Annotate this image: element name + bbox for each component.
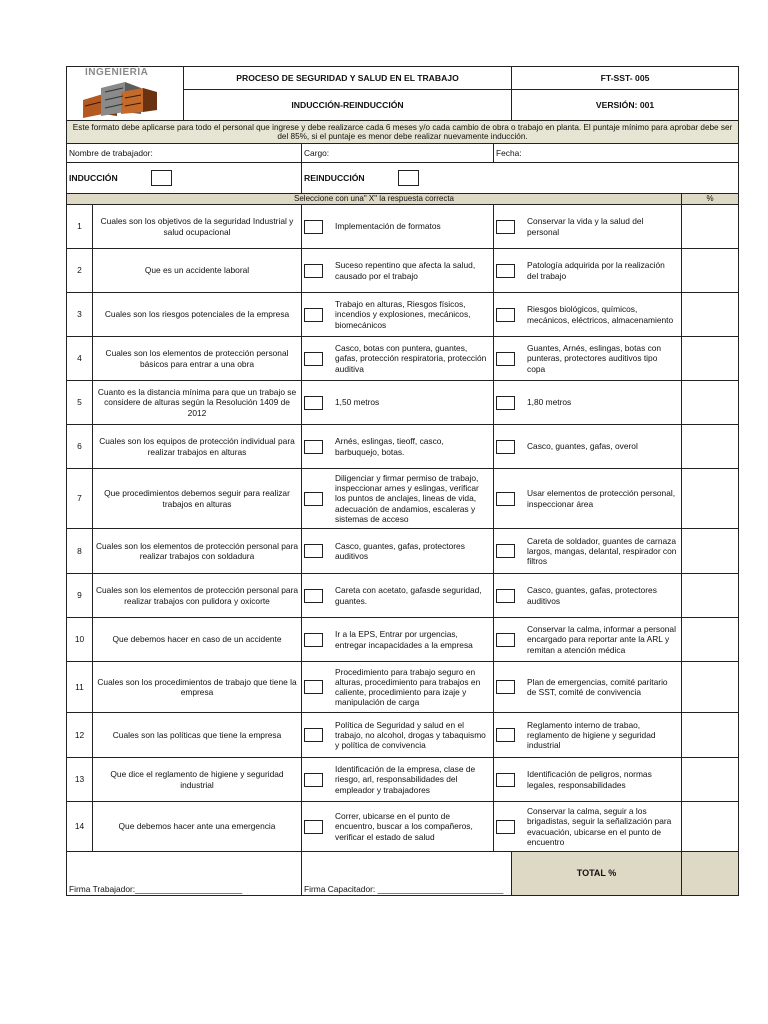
question-number: 8 <box>67 529 93 574</box>
question-text: Cuanto es la distancia mínima para que un trabajo se considere de alturas según la Resolución 1409 de 2012 <box>93 381 302 425</box>
option-b-cell[interactable] <box>494 713 682 758</box>
option-b-checkbox[interactable] <box>496 589 515 603</box>
total-label: TOTAL % <box>512 852 682 896</box>
option-b-text: Careta de soldador, guantes de carnaza largos, mangas, delantal, respirador con filtros <box>527 535 677 567</box>
question-number: 3 <box>67 293 93 337</box>
worker-name-field[interactable] <box>67 144 302 163</box>
question-row <box>67 425 739 469</box>
position-field[interactable] <box>302 144 494 163</box>
option-a-checkbox[interactable] <box>304 352 323 366</box>
question-text: Que procedimientos debemos seguir para realizar trabajos en alturas <box>93 469 302 529</box>
option-a-text: Diligenciar y firmar permiso de trabajo, inspeccionar arnes y eslingas, verificar los puntos de anclajes, lineas de vida, adecuación de andamios, escaleras y sistemas de acceso <box>335 472 479 524</box>
worker-name-label: Nombre de trabajador: <box>69 147 153 158</box>
option-b-cell[interactable] <box>494 618 682 662</box>
option-b-cell[interactable] <box>494 381 682 425</box>
option-b-checkbox[interactable] <box>496 308 515 322</box>
question-row <box>67 662 739 713</box>
score-cell[interactable] <box>682 574 739 618</box>
option-a-text: Casco, guantes, gafas, protectores auditivos <box>335 540 465 561</box>
form-version: VERSIÓN: 001 <box>512 90 739 121</box>
question-text: Que debemos hacer ante una emergencia <box>93 802 302 852</box>
buildings-icon <box>81 78 161 120</box>
option-a-checkbox[interactable] <box>304 680 323 694</box>
option-b-text: Casco, guantes, gafas, overol <box>527 441 638 452</box>
question-number: 5 <box>67 381 93 425</box>
score-cell[interactable] <box>682 425 739 469</box>
option-b-text: Reglamento interno de trabao, reglamento de higiene y seguridad industrial <box>527 719 656 751</box>
option-b-checkbox[interactable] <box>496 820 515 834</box>
question-row <box>67 713 739 758</box>
option-b-checkbox[interactable] <box>496 544 515 558</box>
trainer-signature-line: Firma Capacitador: ___________________________ <box>304 883 504 894</box>
question-row <box>67 574 739 618</box>
option-b-checkbox[interactable] <box>496 633 515 647</box>
reinduction-checkbox[interactable] <box>398 170 419 186</box>
option-b-checkbox[interactable] <box>496 492 515 506</box>
reinduction-cell <box>302 163 739 194</box>
option-b-cell[interactable] <box>494 425 682 469</box>
option-a-cell[interactable] <box>302 425 494 469</box>
question-number: 9 <box>67 574 93 618</box>
question-number: 11 <box>67 662 93 713</box>
option-b-text: Conservar la vida y la salud del personal <box>527 216 644 237</box>
option-b-text: Usar elementos de protección personal, inspeccionar área <box>527 488 676 509</box>
score-cell[interactable] <box>682 662 739 713</box>
option-b-text: Casco, guantes, gafas, protectores auditivos <box>527 585 657 606</box>
question-row <box>67 293 739 337</box>
option-a-checkbox[interactable] <box>304 308 323 322</box>
option-b-cell[interactable] <box>494 529 682 574</box>
option-a-cell[interactable] <box>302 469 494 529</box>
option-b-checkbox[interactable] <box>496 352 515 366</box>
percent-header: % <box>682 194 739 205</box>
option-a-cell[interactable] <box>302 662 494 713</box>
option-a-checkbox[interactable] <box>304 773 323 787</box>
question-row <box>67 618 739 662</box>
option-a-checkbox[interactable] <box>304 440 323 454</box>
question-number: 2 <box>67 249 93 293</box>
question-row <box>67 802 739 852</box>
question-text: Cuales son los elementos de protección personal básicos para entrar a una obra <box>93 337 302 381</box>
option-b-cell[interactable] <box>494 662 682 713</box>
option-a-cell[interactable] <box>302 758 494 802</box>
option-a-cell[interactable] <box>302 249 494 293</box>
question-number: 7 <box>67 469 93 529</box>
option-b-checkbox[interactable] <box>496 440 515 454</box>
option-b-text: Riesgos biológicos, químicos, mecánicos, eléctricos, almacenamiento <box>527 304 674 325</box>
score-cell[interactable] <box>682 293 739 337</box>
option-b-text: 1,80 metros <box>527 397 572 408</box>
question-text: Cuales son los objetivos de la seguridad Industrial y salud ocupacional <box>93 205 302 249</box>
option-a-text: Ir a la EPS, Entrar por urgencias, entregar incapacidades a la empresa <box>335 629 473 650</box>
option-a-checkbox[interactable] <box>304 820 323 834</box>
option-b-cell[interactable] <box>494 337 682 381</box>
question-number: 14 <box>67 802 93 852</box>
option-b-text: Plan de emergencias, comité paritario de SST, comité de convivencia <box>527 676 668 697</box>
score-cell[interactable] <box>682 469 739 529</box>
option-a-text: 1,50 metros <box>335 397 380 408</box>
worker-signature-line: Firma Trabajador:_______________________ <box>69 883 243 894</box>
question-list <box>67 205 739 852</box>
logo-cell <box>67 67 184 121</box>
option-a-text: Correr, ubicarse en el punto de encuentro, buscar a los compañeros, verificar el estado de salud <box>335 811 473 842</box>
option-a-text: Trabajo en alturas, Riesgos físicos, incendios y explosiones, mecánicos, biomecánicos <box>335 299 471 330</box>
question-text: Cuales son los procedimientos de trabajo que tiene la empresa <box>93 662 302 713</box>
question-number: 13 <box>67 758 93 802</box>
logo-text: INGENIERÍA <box>85 66 149 78</box>
option-b-checkbox[interactable] <box>496 396 515 410</box>
option-a-text: Careta con acetato, gafasde seguridad, guantes. <box>335 585 482 606</box>
company-logo <box>67 68 185 120</box>
option-a-cell[interactable] <box>302 574 494 618</box>
option-b-text: Identificación de peligros, normas legales, responsabilidades <box>527 769 652 790</box>
form-title: PROCESO DE SEGURIDAD Y SALUD EN EL TRABAJO <box>184 67 512 90</box>
option-b-checkbox[interactable] <box>496 680 515 694</box>
question-number: 1 <box>67 205 93 249</box>
date-label: Fecha: <box>496 147 522 158</box>
induction-label: INDUCCIÓN <box>69 172 118 183</box>
notice-text: Este formato debe aplicarse para todo el personal que ingrese y debe realizarce cada 6 meses y/o cada cambio de obra o trabajo en planta. El puntaje mínimo para aprobar debe ser del 85%, si el puntaje es menor debe realizar nuevamente inducción. <box>67 121 739 144</box>
question-row <box>67 337 739 381</box>
option-a-cell[interactable] <box>302 337 494 381</box>
option-a-checkbox[interactable] <box>304 544 323 558</box>
option-a-text: Suceso repentino que afecta la salud, causado por el trabajo <box>335 260 476 281</box>
question-row <box>67 381 739 425</box>
instruction-text: Seleccione con una" X" la respuesta correcta <box>67 194 682 205</box>
option-b-cell[interactable] <box>494 249 682 293</box>
question-row <box>67 529 739 574</box>
option-a-checkbox[interactable] <box>304 396 323 410</box>
question-row <box>67 758 739 802</box>
option-b-text: Conservar la calma, informar a personal encargado para reportar ante la ARL y remitan a atención médica <box>527 624 676 655</box>
form-code: FT-SST- 005 <box>512 67 739 90</box>
option-a-checkbox[interactable] <box>304 633 323 647</box>
option-b-checkbox[interactable] <box>496 220 515 234</box>
option-b-cell[interactable] <box>494 802 682 852</box>
reinduction-label: REINDUCCIÓN <box>304 172 365 183</box>
question-text: Que debemos hacer en caso de un accidente <box>93 618 302 662</box>
score-cell[interactable] <box>682 337 739 381</box>
score-cell[interactable] <box>682 205 739 249</box>
option-a-text: Procedimiento para trabajo seguro en alturas, procedimiento para trabajos en caliente, procedimiento para izaje y manipulación de carga <box>335 666 481 708</box>
option-a-text: Implementación de formatos <box>335 221 441 232</box>
option-b-text: Conservar la calma, seguir a los brigadistas, seguir la señalización para evacuación, ubicarse en el punto de encuentro <box>527 806 672 847</box>
trainer-signature-cell[interactable] <box>302 852 512 896</box>
date-field[interactable] <box>494 144 739 163</box>
score-cell[interactable] <box>682 249 739 293</box>
option-a-cell[interactable] <box>302 381 494 425</box>
question-row <box>67 249 739 293</box>
option-b-cell[interactable] <box>494 469 682 529</box>
question-text: Cuales son los equipos de protección individual para realizar trabajos en alturas <box>93 425 302 469</box>
option-a-text: Casco, botas con puntera, guantes, gafas, protección respiratoria, protección auditiva <box>335 343 487 374</box>
question-text: Que dice el reglamento de higiene y seguridad industrial <box>93 758 302 802</box>
option-a-checkbox[interactable] <box>304 492 323 506</box>
score-cell[interactable] <box>682 618 739 662</box>
option-b-checkbox[interactable] <box>496 264 515 278</box>
option-b-cell[interactable] <box>494 574 682 618</box>
worker-signature-cell[interactable] <box>67 852 302 896</box>
question-number: 4 <box>67 337 93 381</box>
option-b-cell[interactable] <box>494 758 682 802</box>
score-cell[interactable] <box>682 802 739 852</box>
option-a-text: Arnés, eslingas, tieoff, casco, barbuquejo, botas. <box>335 436 444 457</box>
option-a-text: Política de Seguridad y salud en el trabajo, no alcohol, drogas y tabaquismo y política de convivencia <box>335 719 486 751</box>
question-text: Que es un accidente laboral <box>93 249 302 293</box>
question-row <box>67 205 739 249</box>
question-number: 10 <box>67 618 93 662</box>
option-a-checkbox[interactable] <box>304 220 323 234</box>
score-cell[interactable] <box>682 758 739 802</box>
option-a-checkbox[interactable] <box>304 589 323 603</box>
option-a-text: Identificación de la empresa, clase de riesgo, arl, responsabilidades del empleador y trabajadores <box>335 764 476 795</box>
option-a-cell[interactable] <box>302 205 494 249</box>
option-b-text: Guantes, Arnés, eslingas, botas con punteras, protectores auditivos tipo copa <box>527 343 662 374</box>
question-text: Cuales son los elementos de protección personal para realizar trabajos con pulidora y oxicorte <box>93 574 302 618</box>
question-text: Cuales son los riesgos potenciales de la empresa <box>93 293 302 337</box>
option-a-cell[interactable] <box>302 529 494 574</box>
question-row <box>67 469 739 529</box>
option-b-cell[interactable] <box>494 205 682 249</box>
option-a-cell[interactable] <box>302 802 494 852</box>
position-label: Cargo: <box>304 147 330 158</box>
induction-checkbox[interactable] <box>151 170 172 186</box>
question-text: Cuales son las políticas que tiene la empresa <box>93 713 302 758</box>
option-a-checkbox[interactable] <box>304 728 323 742</box>
score-cell[interactable] <box>682 381 739 425</box>
question-text: Cuales son los elementos de protección personal para realizar trabajos con soldadura <box>93 529 302 574</box>
score-cell[interactable] <box>682 529 739 574</box>
score-cell[interactable] <box>682 713 739 758</box>
question-number: 6 <box>67 425 93 469</box>
option-b-checkbox[interactable] <box>496 773 515 787</box>
option-a-cell[interactable] <box>302 713 494 758</box>
option-b-text: Patología adquirida por la realización del trabajo <box>527 260 665 281</box>
total-value-cell[interactable] <box>682 852 739 896</box>
form-subtitle: INDUCCIÓN-REINDUCCIÓN <box>184 90 512 121</box>
option-b-cell[interactable] <box>494 293 682 337</box>
option-a-cell[interactable] <box>302 293 494 337</box>
option-b-checkbox[interactable] <box>496 728 515 742</box>
option-a-checkbox[interactable] <box>304 264 323 278</box>
induction-form <box>66 66 739 896</box>
induction-cell <box>67 163 302 194</box>
option-a-cell[interactable] <box>302 618 494 662</box>
question-number: 12 <box>67 713 93 758</box>
